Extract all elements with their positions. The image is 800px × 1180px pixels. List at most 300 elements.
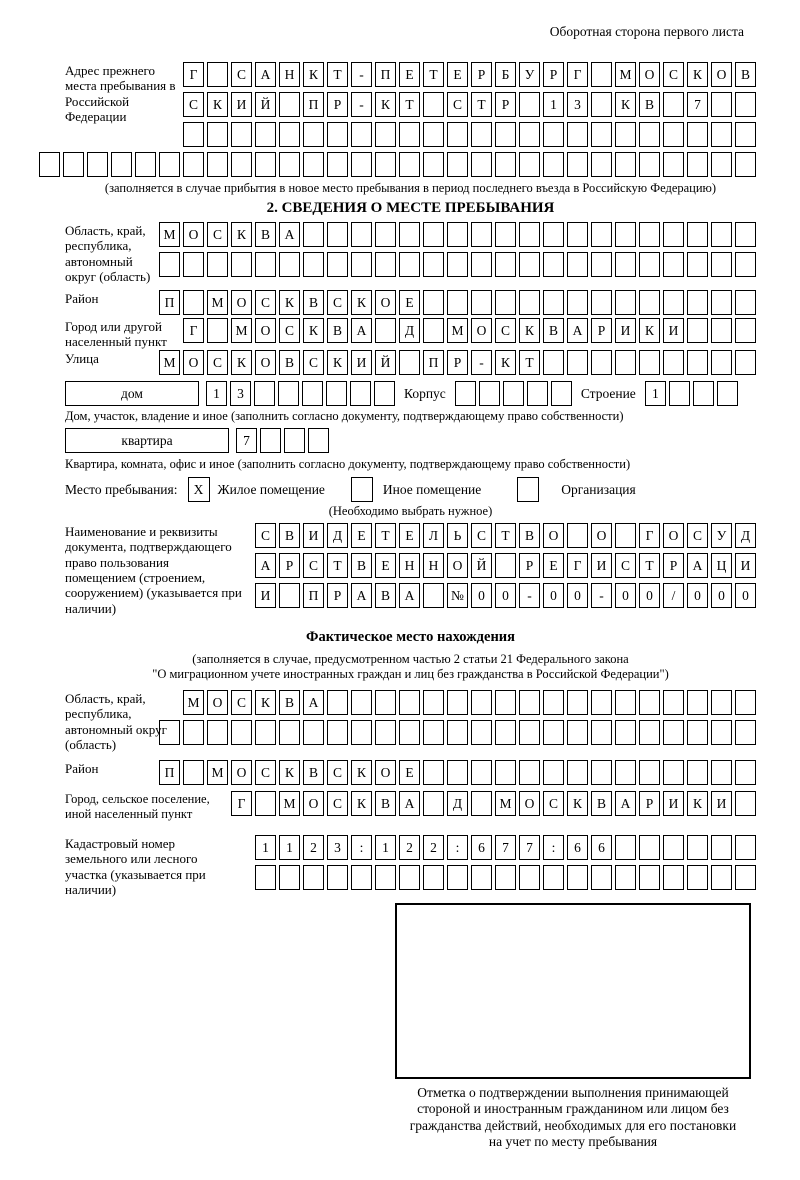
char-cell[interactable]: 0 [711,583,732,608]
char-cell[interactable] [39,152,60,177]
char-cell[interactable] [279,252,300,277]
char-cell[interactable]: В [303,290,324,315]
char-cell[interactable] [351,720,372,745]
char-cell[interactable] [591,350,612,375]
char-cell[interactable]: К [327,350,348,375]
char-cell[interactable]: В [279,350,300,375]
char-cell[interactable] [260,428,281,453]
char-cell[interactable] [399,122,420,147]
char-cell[interactable]: М [279,791,300,816]
char-cell[interactable]: С [207,222,228,247]
char-cell[interactable]: К [351,290,372,315]
char-cell[interactable] [687,835,708,860]
char-cell[interactable] [327,720,348,745]
char-cell[interactable] [615,865,636,890]
char-cell[interactable] [615,690,636,715]
char-cell[interactable] [255,252,276,277]
char-cell[interactable]: С [495,318,516,343]
char-cell[interactable]: Т [639,553,660,578]
char-cell[interactable]: С [615,553,636,578]
char-cell[interactable]: 0 [615,583,636,608]
char-cell[interactable] [503,381,524,406]
char-cell[interactable]: Р [447,350,468,375]
char-cell[interactable] [495,690,516,715]
char-cell[interactable]: К [231,350,252,375]
char-cell[interactable] [423,865,444,890]
char-cell[interactable] [735,92,756,117]
char-cell[interactable]: - [351,62,372,87]
stay-type-checkbox-residential[interactable]: X [188,477,210,502]
char-cell[interactable]: И [663,791,684,816]
char-cell[interactable] [159,152,180,177]
char-cell[interactable]: Т [375,523,396,548]
char-cell[interactable]: М [159,222,180,247]
char-cell[interactable] [735,835,756,860]
char-cell[interactable]: У [711,523,732,548]
char-cell[interactable] [351,865,372,890]
char-cell[interactable]: А [687,553,708,578]
char-cell[interactable] [639,865,660,890]
char-cell[interactable]: Г [567,62,588,87]
char-cell[interactable]: С [327,760,348,785]
char-cell[interactable]: А [399,583,420,608]
char-cell[interactable] [615,523,636,548]
char-cell[interactable]: М [207,290,228,315]
char-cell[interactable] [279,720,300,745]
char-cell[interactable]: В [591,791,612,816]
char-cell[interactable]: 1 [375,835,396,860]
char-cell[interactable]: О [711,62,732,87]
char-cell[interactable] [543,690,564,715]
char-cell[interactable] [495,720,516,745]
char-cell[interactable] [447,152,468,177]
char-cell[interactable] [159,252,180,277]
char-cell[interactable]: В [279,523,300,548]
char-cell[interactable] [615,252,636,277]
char-cell[interactable] [663,350,684,375]
char-cell[interactable]: Б [495,62,516,87]
char-cell[interactable]: И [231,92,252,117]
char-cell[interactable] [615,720,636,745]
char-cell[interactable] [519,290,540,315]
char-cell[interactable] [471,222,492,247]
char-cell[interactable] [447,865,468,890]
char-cell[interactable]: К [303,62,324,87]
char-cell[interactable] [735,122,756,147]
char-cell[interactable]: О [375,290,396,315]
char-cell[interactable] [327,690,348,715]
char-cell[interactable] [183,760,204,785]
char-cell[interactable] [735,791,756,816]
char-cell[interactable]: Р [279,553,300,578]
char-cell[interactable] [543,152,564,177]
char-cell[interactable] [279,152,300,177]
char-cell[interactable] [375,720,396,745]
char-cell[interactable]: И [303,523,324,548]
char-cell[interactable] [735,222,756,247]
char-cell[interactable] [284,428,305,453]
char-cell[interactable]: 7 [687,92,708,117]
char-cell[interactable]: Р [663,553,684,578]
char-cell[interactable] [711,760,732,785]
char-cell[interactable] [423,222,444,247]
char-cell[interactable]: Т [327,553,348,578]
char-cell[interactable]: К [351,791,372,816]
char-cell[interactable] [471,690,492,715]
char-cell[interactable]: 1 [645,381,666,406]
char-cell[interactable]: О [543,523,564,548]
char-cell[interactable] [375,122,396,147]
char-cell[interactable] [567,152,588,177]
char-cell[interactable] [308,428,329,453]
char-cell[interactable]: 0 [639,583,660,608]
char-cell[interactable]: / [663,583,684,608]
char-cell[interactable]: В [303,760,324,785]
char-cell[interactable] [279,865,300,890]
char-cell[interactable]: П [375,62,396,87]
char-cell[interactable]: В [735,62,756,87]
char-cell[interactable]: О [591,523,612,548]
char-cell[interactable] [447,252,468,277]
char-cell[interactable] [447,720,468,745]
char-cell[interactable] [399,222,420,247]
char-cell[interactable]: О [471,318,492,343]
char-cell[interactable]: М [495,791,516,816]
char-cell[interactable] [567,222,588,247]
char-cell[interactable]: В [279,690,300,715]
char-cell[interactable] [567,290,588,315]
char-cell[interactable] [351,122,372,147]
char-cell[interactable]: А [279,222,300,247]
char-cell[interactable] [231,720,252,745]
char-cell[interactable]: Т [495,523,516,548]
char-cell[interactable] [543,865,564,890]
char-cell[interactable] [519,690,540,715]
char-cell[interactable] [303,252,324,277]
char-cell[interactable]: И [735,553,756,578]
char-cell[interactable] [639,152,660,177]
char-cell[interactable]: Р [519,553,540,578]
char-cell[interactable] [663,122,684,147]
char-cell[interactable]: С [687,523,708,548]
stay-type-checkbox-other-premises[interactable] [351,477,373,502]
char-cell[interactable]: П [159,760,180,785]
char-cell[interactable] [231,252,252,277]
char-cell[interactable]: И [615,318,636,343]
char-cell[interactable] [735,290,756,315]
char-cell[interactable] [663,222,684,247]
char-cell[interactable] [693,381,714,406]
char-cell[interactable] [519,865,540,890]
char-cell[interactable]: 0 [687,583,708,608]
char-cell[interactable] [663,690,684,715]
char-cell[interactable]: 2 [399,835,420,860]
char-cell[interactable] [591,62,612,87]
char-cell[interactable]: К [279,290,300,315]
char-cell[interactable] [471,720,492,745]
char-cell[interactable] [327,222,348,247]
char-cell[interactable] [663,865,684,890]
char-cell[interactable]: 0 [735,583,756,608]
char-cell[interactable]: К [279,760,300,785]
char-cell[interactable]: Т [327,62,348,87]
char-cell[interactable] [495,122,516,147]
char-cell[interactable]: В [519,523,540,548]
char-cell[interactable]: А [255,62,276,87]
char-cell[interactable] [303,122,324,147]
char-cell[interactable] [639,122,660,147]
char-cell[interactable]: А [303,690,324,715]
char-cell[interactable]: К [567,791,588,816]
char-cell[interactable]: О [663,523,684,548]
char-cell[interactable] [279,122,300,147]
char-cell[interactable]: Н [423,553,444,578]
char-cell[interactable] [639,720,660,745]
char-cell[interactable]: И [663,318,684,343]
char-cell[interactable]: О [447,553,468,578]
char-cell[interactable]: : [543,835,564,860]
char-cell[interactable]: У [519,62,540,87]
char-cell[interactable]: К [255,690,276,715]
char-cell[interactable] [111,152,132,177]
char-cell[interactable] [399,865,420,890]
char-cell[interactable]: О [183,350,204,375]
char-cell[interactable]: К [375,92,396,117]
char-cell[interactable] [735,152,756,177]
char-cell[interactable]: Д [735,523,756,548]
char-cell[interactable] [447,290,468,315]
char-cell[interactable] [591,690,612,715]
char-cell[interactable] [183,152,204,177]
char-cell[interactable]: Е [399,62,420,87]
char-cell[interactable]: 3 [230,381,251,406]
char-cell[interactable] [374,381,395,406]
char-cell[interactable]: Р [639,791,660,816]
char-cell[interactable] [663,720,684,745]
char-cell[interactable]: С [207,350,228,375]
char-cell[interactable]: Т [471,92,492,117]
char-cell[interactable] [255,720,276,745]
char-cell[interactable] [669,381,690,406]
char-cell[interactable] [471,252,492,277]
char-cell[interactable]: К [207,92,228,117]
char-cell[interactable] [207,318,228,343]
char-cell[interactable]: И [255,583,276,608]
char-cell[interactable]: С [231,690,252,715]
char-cell[interactable]: А [351,583,372,608]
char-cell[interactable]: 0 [543,583,564,608]
char-cell[interactable]: О [519,791,540,816]
char-cell[interactable]: Р [327,92,348,117]
char-cell[interactable] [567,865,588,890]
char-cell[interactable]: Е [399,760,420,785]
char-cell[interactable] [663,760,684,785]
char-cell[interactable]: 6 [471,835,492,860]
char-cell[interactable] [351,690,372,715]
char-cell[interactable] [303,720,324,745]
char-cell[interactable] [303,865,324,890]
char-cell[interactable]: О [183,222,204,247]
char-cell[interactable]: О [255,318,276,343]
char-cell[interactable]: Т [399,92,420,117]
char-cell[interactable]: 2 [303,835,324,860]
char-cell[interactable] [687,720,708,745]
char-cell[interactable] [375,152,396,177]
char-cell[interactable]: К [495,350,516,375]
char-cell[interactable]: И [351,350,372,375]
char-cell[interactable] [639,690,660,715]
char-cell[interactable] [687,350,708,375]
char-cell[interactable]: В [375,791,396,816]
char-cell[interactable]: П [303,92,324,117]
char-cell[interactable]: Г [567,553,588,578]
char-cell[interactable] [639,350,660,375]
char-cell[interactable] [663,835,684,860]
char-cell[interactable] [399,252,420,277]
char-cell[interactable] [735,690,756,715]
char-cell[interactable]: Д [447,791,468,816]
char-cell[interactable] [350,381,371,406]
char-cell[interactable] [687,152,708,177]
char-cell[interactable] [591,222,612,247]
char-cell[interactable] [255,791,276,816]
char-cell[interactable]: Т [519,350,540,375]
char-cell[interactable] [423,791,444,816]
char-cell[interactable]: И [591,553,612,578]
char-cell[interactable]: Т [423,62,444,87]
char-cell[interactable] [479,381,500,406]
char-cell[interactable]: 0 [567,583,588,608]
char-cell[interactable]: Р [495,92,516,117]
char-cell[interactable]: Ц [711,553,732,578]
char-cell[interactable] [591,865,612,890]
char-cell[interactable]: Г [231,791,252,816]
char-cell[interactable]: Д [399,318,420,343]
char-cell[interactable]: А [255,553,276,578]
char-cell[interactable]: М [447,318,468,343]
char-cell[interactable] [591,720,612,745]
char-cell[interactable]: В [375,583,396,608]
char-cell[interactable]: С [303,350,324,375]
char-cell[interactable]: Г [183,62,204,87]
char-cell[interactable] [567,523,588,548]
char-cell[interactable]: Р [471,62,492,87]
char-cell[interactable]: Р [327,583,348,608]
char-cell[interactable] [495,290,516,315]
char-cell[interactable] [495,252,516,277]
char-cell[interactable] [303,222,324,247]
char-cell[interactable] [687,318,708,343]
char-cell[interactable] [519,720,540,745]
char-cell[interactable] [711,122,732,147]
char-cell[interactable]: 3 [327,835,348,860]
char-cell[interactable] [495,222,516,247]
char-cell[interactable]: 1 [543,92,564,117]
char-cell[interactable] [735,720,756,745]
char-cell[interactable] [615,350,636,375]
char-cell[interactable] [639,760,660,785]
char-cell[interactable] [639,222,660,247]
char-cell[interactable] [735,252,756,277]
char-cell[interactable] [735,318,756,343]
char-cell[interactable] [543,290,564,315]
char-cell[interactable] [615,222,636,247]
char-cell[interactable] [711,865,732,890]
char-cell[interactable] [207,62,228,87]
char-cell[interactable] [663,92,684,117]
char-cell[interactable]: М [207,760,228,785]
char-cell[interactable]: С [327,290,348,315]
char-cell[interactable] [543,350,564,375]
char-cell[interactable] [567,252,588,277]
char-cell[interactable] [423,152,444,177]
char-cell[interactable] [231,122,252,147]
char-cell[interactable] [455,381,476,406]
char-cell[interactable] [615,290,636,315]
char-cell[interactable] [495,152,516,177]
char-cell[interactable] [711,252,732,277]
char-cell[interactable]: А [615,791,636,816]
char-cell[interactable] [254,381,275,406]
char-cell[interactable]: В [351,553,372,578]
char-cell[interactable]: К [687,62,708,87]
char-cell[interactable] [639,835,660,860]
char-cell[interactable]: С [183,92,204,117]
char-cell[interactable] [639,252,660,277]
char-cell[interactable] [423,122,444,147]
char-cell[interactable]: Е [399,290,420,315]
char-cell[interactable] [687,760,708,785]
char-cell[interactable]: С [447,92,468,117]
char-cell[interactable] [87,152,108,177]
char-cell[interactable] [495,865,516,890]
char-cell[interactable] [135,152,156,177]
char-cell[interactable] [471,791,492,816]
char-cell[interactable] [711,720,732,745]
char-cell[interactable] [711,152,732,177]
char-cell[interactable] [279,92,300,117]
char-cell[interactable] [375,865,396,890]
char-cell[interactable] [327,865,348,890]
char-cell[interactable]: Л [423,523,444,548]
char-cell[interactable]: И [711,791,732,816]
char-cell[interactable]: О [231,760,252,785]
char-cell[interactable]: А [399,791,420,816]
char-cell[interactable] [551,381,572,406]
char-cell[interactable] [423,92,444,117]
char-cell[interactable]: С [255,760,276,785]
char-cell[interactable] [183,290,204,315]
char-cell[interactable] [687,290,708,315]
char-cell[interactable]: Й [471,553,492,578]
char-cell[interactable]: К [615,92,636,117]
char-cell[interactable] [591,92,612,117]
char-cell[interactable] [687,252,708,277]
char-cell[interactable] [207,252,228,277]
char-cell[interactable]: Й [375,350,396,375]
char-cell[interactable]: К [303,318,324,343]
char-cell[interactable]: Г [183,318,204,343]
char-cell[interactable] [591,290,612,315]
char-cell[interactable] [63,152,84,177]
char-cell[interactable]: Е [351,523,372,548]
char-cell[interactable] [471,290,492,315]
char-cell[interactable]: 1 [206,381,227,406]
char-cell[interactable]: - [471,350,492,375]
char-cell[interactable]: О [255,350,276,375]
char-cell[interactable] [519,252,540,277]
char-cell[interactable] [591,152,612,177]
